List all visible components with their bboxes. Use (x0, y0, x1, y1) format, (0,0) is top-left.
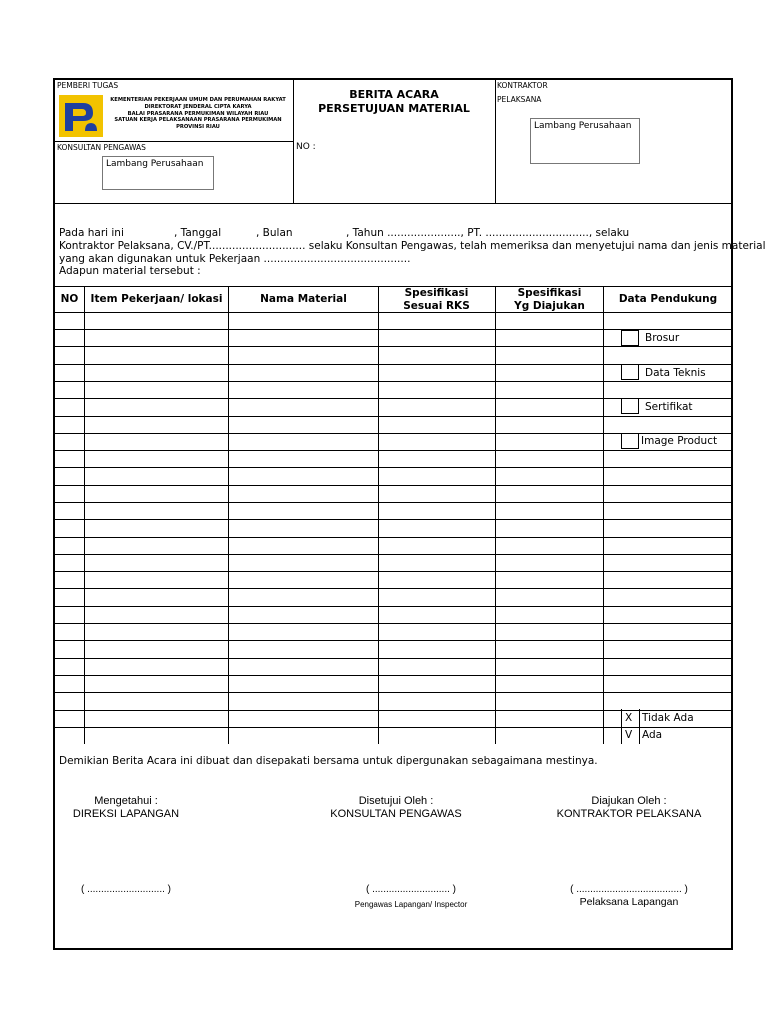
table-column-line (378, 286, 379, 744)
header-bottom-line (54, 203, 732, 204)
table-row-line (54, 623, 732, 624)
legend-mark-v: V (625, 729, 633, 741)
table-row-line (54, 502, 732, 503)
intro-bulan: , Bulan (256, 227, 293, 239)
ministry-line: DIREKTORAT JENDERAL CIPTA KARYA (144, 103, 252, 110)
ministry-line: SATUAN KERJA PELAKSANAAN PRASARANA PERMUKIMAN (114, 117, 282, 124)
ministry-line: KEMENTERIAN PEKERJAAN UMUM DAN PERUMAHAN RAKYAT (110, 97, 286, 103)
table-row-line (54, 692, 732, 693)
col-header-spek-rks-1: Spesifikasi (404, 287, 469, 299)
signature-party: DIREKSI LAPANGAN (72, 808, 180, 820)
no-label: NO : (296, 142, 316, 152)
signature-role-konsultan: Pengawas Lapangan/ Inspector (354, 900, 468, 909)
pemberi-tugas-label: PEMBERI TUGAS (57, 81, 119, 90)
signature-blank-direksi[interactable]: ( ............................ ) (80, 884, 171, 895)
table-row-line (54, 658, 732, 659)
intro-line3: yang akan digunakan untuk Pekerjaan ............................................ (59, 253, 411, 265)
kontraktor-logo-box[interactable] (530, 118, 640, 164)
lambang-perusahaan-label: Lambang Perusahaan (106, 159, 204, 169)
table-row-line (54, 519, 732, 520)
table-row-line (54, 416, 732, 417)
data-teknis-checkbox[interactable] (621, 364, 639, 380)
table-row-line (54, 450, 732, 451)
header-left-divider (54, 141, 293, 142)
table-row-line (54, 485, 732, 486)
signature-kontraktor (529, 795, 729, 821)
signature-heading: Mengetahui : (94, 795, 158, 807)
col-header-spek-yg (496, 287, 603, 313)
ministry-line: BALAI PRASARANA PERMUKIMAN WILAYAH RIAU (127, 110, 269, 117)
signature-heading: Disetujui Oleh : (358, 795, 434, 807)
table-row-line (54, 346, 732, 347)
table-row-line (54, 537, 732, 538)
sertifikat-checkbox[interactable] (621, 398, 639, 414)
table-row-line (54, 588, 732, 589)
legend-label-tidak-ada: Tidak Ada (642, 712, 694, 724)
table-row-line (54, 606, 732, 607)
intro-hari: Pada hari ini (59, 227, 124, 239)
title-line2: PERSETUJUAN MATERIAL (318, 102, 470, 115)
sertifikat-label: Sertifikat (645, 401, 693, 413)
table-row-line (54, 710, 732, 711)
table-column-line (495, 286, 496, 744)
legend-divider-left (621, 709, 622, 744)
col-header-spek-rks-2: Sesuai RKS (403, 300, 470, 312)
image-product-label: Image Product (641, 435, 718, 447)
table-row-line (54, 675, 732, 676)
col-header-spek-yg-1: Spesifikasi (517, 287, 582, 299)
brosur-label: Brosur (645, 332, 680, 344)
signature-party: KONSULTAN PENGAWAS (330, 808, 462, 820)
table-row-line (54, 286, 732, 287)
col-header-nama: Nama Material (260, 293, 347, 305)
intro-tahun: , Tahun ......................, PT. ..............................., selaku (346, 227, 630, 239)
col-header-item: Item Pekerjaan/ lokasi (90, 293, 223, 305)
title-line1: BERITA ACARA (349, 88, 439, 101)
legend-mark-x: X (625, 712, 633, 724)
table-row-line (54, 381, 732, 382)
pu-logo-icon (59, 95, 103, 137)
signature-konsultan (296, 795, 496, 821)
signature-heading: Diajukan Oleh : (591, 795, 667, 807)
col-header-spek-rks (379, 287, 494, 313)
ministry-block (108, 97, 288, 131)
table-row-line (54, 571, 732, 572)
document-title (294, 88, 494, 116)
pelaksana-label: PELAKSANA (497, 95, 542, 104)
ministry-line: PROVINSI RIAU (176, 124, 220, 131)
kontraktor-label: KONTRAKTOR (497, 81, 548, 90)
data-teknis-label: Data Teknis (645, 367, 706, 379)
legend-label-ada: Ada (642, 729, 663, 741)
col-header-spek-yg-2: Yg Diajukan (514, 300, 585, 312)
table-row-line (54, 467, 732, 468)
konsultan-logo-box[interactable] (102, 156, 214, 190)
table-column-line (603, 286, 604, 744)
table-row-line (54, 640, 732, 641)
signature-direksi (26, 795, 226, 821)
table-column-line (228, 286, 229, 744)
intro-line4: Adapun material tersebut : (59, 265, 201, 277)
legend-divider-right (639, 709, 640, 744)
intro-line2: Kontraktor Pelaksana, CV./PT............................. selaku Konsultan Pengawas, telah memeriksa dan menyetujui nama dan jenis material (59, 240, 766, 252)
table-column-line (84, 286, 85, 744)
konsultan-pengawas-label: KONSULTAN PENGAWAS (57, 143, 146, 152)
table-row-line (54, 312, 732, 313)
lambang-perusahaan-label: Lambang Perusahaan (534, 121, 632, 131)
col-header-data: Data Pendukung (618, 293, 718, 305)
header-divider-2 (495, 79, 496, 203)
signature-role-kontraktor: Pelaksana Lapangan (579, 896, 679, 908)
image-product-checkbox[interactable] (621, 433, 639, 449)
signature-blank-konsultan[interactable]: ( ............................ ) (365, 884, 456, 895)
signature-blank-kontraktor[interactable]: ( ...................................... ) (570, 884, 688, 895)
brosur-checkbox[interactable] (621, 330, 639, 346)
signature-party: KONTRAKTOR PELAKSANA (556, 808, 702, 820)
intro-tanggal: , Tanggal (174, 227, 222, 239)
col-header-no: NO (60, 293, 79, 305)
table-row-line (54, 554, 732, 555)
table-row-line (54, 727, 732, 728)
closing-statement: Demikian Berita Acara ini dibuat dan disepakati bersama untuk dipergunakan sebagaimana mestinya. (59, 755, 598, 767)
